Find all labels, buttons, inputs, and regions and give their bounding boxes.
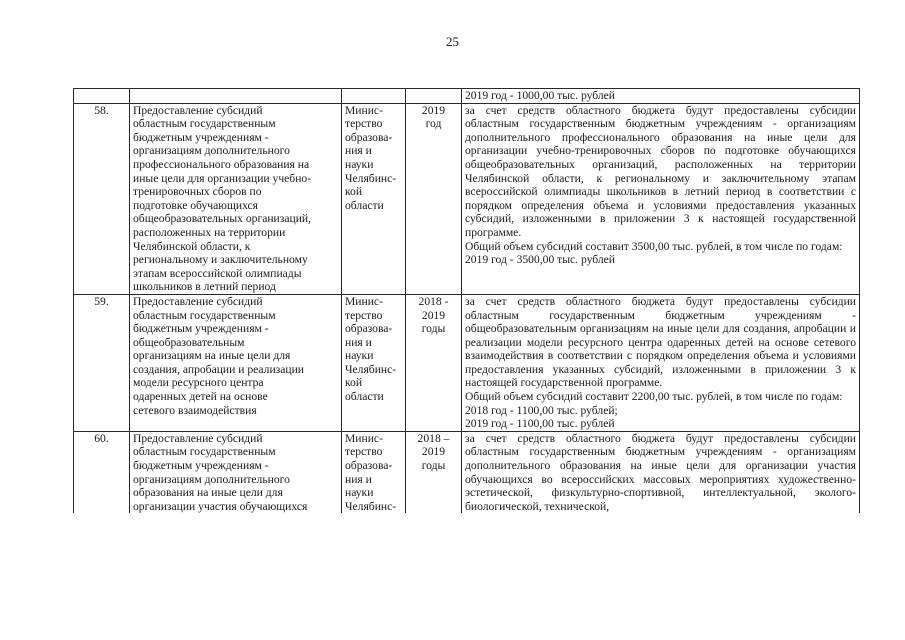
measure-name-line: организациям дополнительного xyxy=(133,144,290,158)
measure-name-line: иные цели для организации учебно- xyxy=(133,171,312,185)
measure-name-line: этапам всероссийской олимпиады xyxy=(133,266,302,280)
funding-description: за счет средств областного бюджета будут предоставлены субсидии областным государственным бюджетным учреждениям - общеобразовательным организациям на иные цели для создания, апробации и реализации модели ресурсного центра одаренных детей на основе сетевого взаимодействия в соответствии с порядком определения объема и условиями предоставления указанных субсидий, изложенными в приложении 3 к настоящей государственной программе. xyxy=(465,294,856,390)
implementation-period-line: 2019 xyxy=(421,445,446,459)
responsible-ministry-line: ния и xyxy=(345,335,372,349)
table-row xyxy=(74,431,860,513)
row-number-cell xyxy=(74,431,130,513)
measure-name-line: бюджетным учреждениям - xyxy=(133,130,269,144)
responsible-ministry-line: терство xyxy=(345,308,383,322)
row-number: 59. xyxy=(94,294,109,308)
measure-name-line: общеобразовательных организаций, xyxy=(133,212,311,226)
responsible-ministry-line: науки xyxy=(345,157,374,171)
measure-name-line: создания, апробации и реализации xyxy=(133,362,305,376)
responsible-ministry-line: кой xyxy=(345,185,363,199)
measure-name-line: Челябинской области, к xyxy=(133,239,251,253)
measure-name-line: подготовке обучающихся xyxy=(133,198,259,212)
measure-name-cell xyxy=(130,431,342,513)
funding-description-cell xyxy=(462,431,860,513)
implementation-period-cell xyxy=(406,431,462,513)
measure-name-line: тренировочных сборов по xyxy=(133,185,262,199)
responsible-ministry-line: образова- xyxy=(345,130,393,144)
page-number: 25 xyxy=(446,34,459,49)
table-row xyxy=(74,294,860,431)
responsible-ministry-line: области xyxy=(345,198,384,212)
measure-rows xyxy=(74,103,860,513)
responsible-ministry-cell xyxy=(342,103,406,294)
measure-name-line: Предоставление субсидий xyxy=(133,431,263,445)
measure-name-line: общеобразовательным xyxy=(133,335,245,349)
table-row xyxy=(74,103,860,294)
responsible-ministry-cell xyxy=(342,294,406,431)
funding-description-cell xyxy=(462,294,860,431)
responsible-ministry-line: Челябинс- xyxy=(345,171,397,185)
carry-over-funding-cell xyxy=(462,89,860,104)
program-measures-table xyxy=(73,88,860,513)
measure-name-cell xyxy=(130,294,342,431)
measure-name-line: профессионального образования на xyxy=(133,157,310,171)
row-number: 58. xyxy=(94,103,109,117)
responsible-ministry-line: ния и xyxy=(345,144,372,158)
funding-description: за счет средств областного бюджета будут предоставлены субсидии областным государственным бюджетным учреждениям - организациям дополнительного образования на иные цели для организации участия обучающихся во всероссийских массовых мероприятиях художественно-эстетической, физкультурно-спортивной, интеллектуальной, эколого-биологической, технической, xyxy=(465,431,856,513)
responsible-ministry-line: ния и xyxy=(345,472,372,486)
measure-name-line: образования на иные цели для xyxy=(133,486,283,500)
funding-year-line: 2019 год - 1100,00 тыс. рублей xyxy=(465,417,615,431)
responsible-ministry-line: науки xyxy=(345,349,374,363)
measure-name-line: расположенных на территории xyxy=(133,225,286,239)
responsible-ministry-line: образова- xyxy=(345,459,393,473)
measure-name-line: школьников в летний период xyxy=(133,280,276,294)
carry-over-row xyxy=(74,89,860,104)
carry-over-name-cell xyxy=(130,89,342,104)
responsible-ministry-line: науки xyxy=(345,486,374,500)
measure-name-line: одаренных детей на основе xyxy=(133,390,268,404)
funding-description: за счет средств областного бюджета будут предоставлены субсидии областным государственным бюджетным учреждениям - организациям дополнительного профессионального образования на иные цели для организации учебно-тренировочных сборов по подготовке обучающихся общеобразовательных организаций, расположенных на территории Челябинской области, к региональному и заключительному этапам всероссийской олимпиады школьников в летний период в соответствии с порядком определения объема и условиями предоставления указанных субсидий, изложенными в приложении 3 к настоящей государственной программе. xyxy=(465,103,856,239)
measure-name-line: организациям дополнительного xyxy=(133,472,290,486)
implementation-period-cell xyxy=(406,294,462,431)
carry-over-funding-line: 2019 год - 1000,00 тыс. рублей xyxy=(465,89,615,102)
measure-name-line: Предоставление субсидий xyxy=(133,103,263,117)
measure-name-line: организациям на иные цели для xyxy=(133,349,291,363)
responsible-ministry-line: Челябинс- xyxy=(345,362,397,376)
responsible-ministry-line: образова- xyxy=(345,322,393,336)
implementation-period-line: год xyxy=(425,117,442,131)
implementation-period-line: годы xyxy=(421,322,446,336)
measure-name-line: модели ресурсного центра xyxy=(133,376,264,390)
measure-name-line: бюджетным учреждениям - xyxy=(133,459,269,473)
responsible-ministry-line: области xyxy=(345,390,384,404)
responsible-ministry-line: кой xyxy=(345,376,363,390)
funding-total: Общий объем субсидий составит 2200,00 тыс. рублей, в том числе по годам: xyxy=(465,390,843,404)
carry-over-period-cell xyxy=(406,89,462,104)
measure-name-line: Предоставление субсидий xyxy=(133,294,263,308)
responsible-ministry-cell xyxy=(342,431,406,513)
responsible-ministry-line: Минис- xyxy=(345,431,383,445)
funding-total: Общий объем субсидий составит 3500,00 тыс. рублей, в том числе по годам: xyxy=(465,239,843,253)
implementation-period-cell xyxy=(406,103,462,294)
responsible-ministry-line: терство xyxy=(345,445,383,459)
implementation-period-line: 2019 xyxy=(421,308,446,322)
row-number-cell xyxy=(74,103,130,294)
responsible-ministry-line: Челябинс- xyxy=(345,499,397,513)
carry-over-number-cell xyxy=(74,89,130,104)
funding-description-cell xyxy=(462,103,860,294)
implementation-period-line: годы xyxy=(421,459,446,473)
measure-name-line: областным государственным xyxy=(133,308,276,322)
responsible-ministry-line: Минис- xyxy=(345,103,383,117)
measure-name-cell xyxy=(130,103,342,294)
measure-name-line: сетевого взаимодействия xyxy=(133,403,257,417)
row-number-cell xyxy=(74,294,130,431)
responsible-ministry-line: терство xyxy=(345,117,383,131)
implementation-period-line: 2019 xyxy=(421,103,446,117)
measure-name-line: региональному и заключительному xyxy=(133,253,308,267)
implementation-period-line: 2018 - xyxy=(418,294,449,308)
measure-name-line: организации участия обучающихся xyxy=(133,499,308,513)
carry-over-ministry-cell xyxy=(342,89,406,104)
measure-name-line: областным государственным xyxy=(133,445,276,459)
measure-name-line: бюджетным учреждениям - xyxy=(133,322,269,336)
funding-year-line: 2018 год - 1100,00 тыс. рублей; xyxy=(465,403,618,417)
funding-year-line: 2019 год - 3500,00 тыс. рублей xyxy=(465,253,615,267)
row-number: 60. xyxy=(94,431,109,445)
responsible-ministry-line: Минис- xyxy=(345,294,383,308)
implementation-period-line: 2018 – xyxy=(417,431,450,445)
measure-name-line: областным государственным xyxy=(133,117,276,131)
